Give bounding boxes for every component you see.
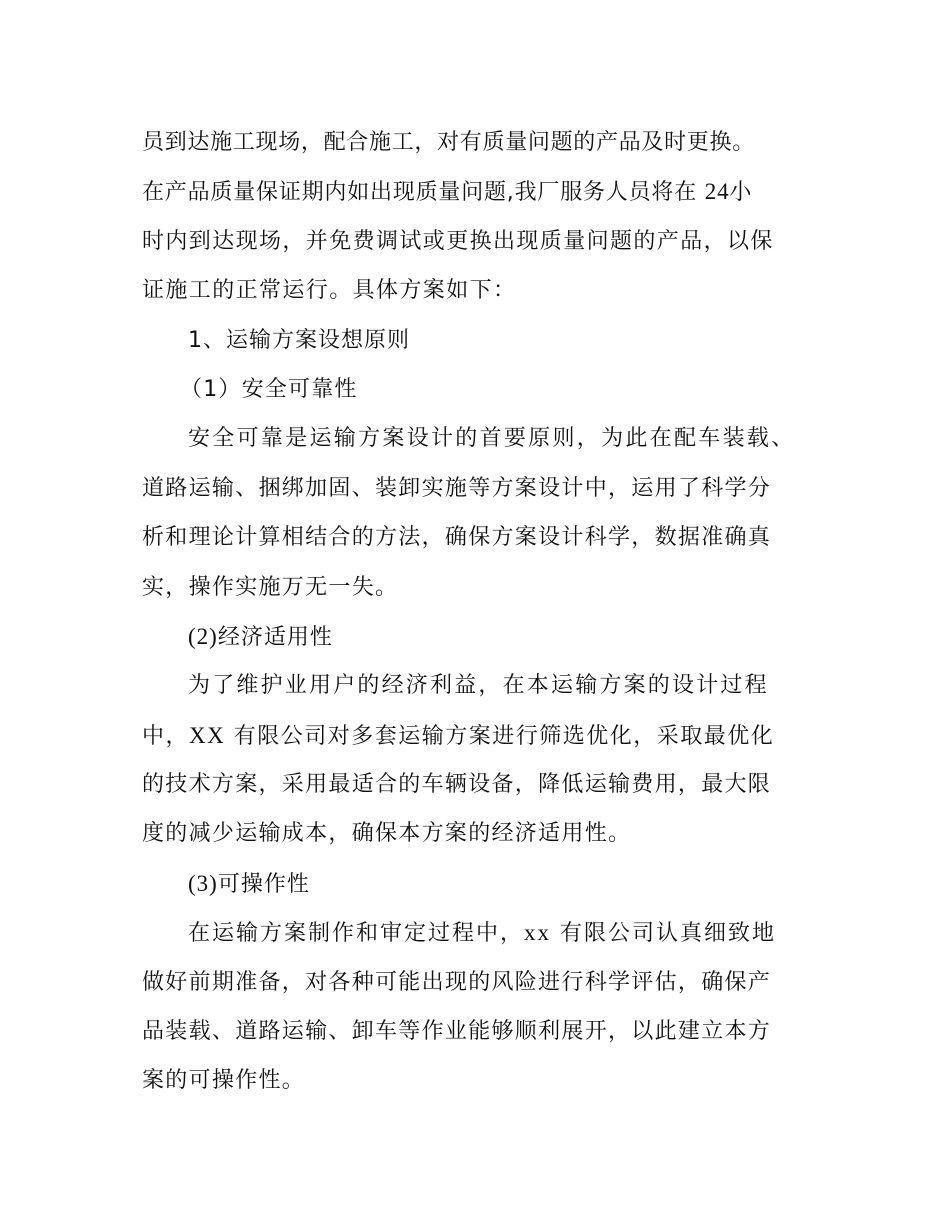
text-line: 在运输方案制作和审定过程中，xx 有限公司认真细致地 (188, 920, 777, 947)
text-line: 做好前期准备，对各种可能出现的风险进行科学评估，确保产 (142, 969, 772, 995)
document-body (142, 118, 810, 1106)
text-line: 在产品质量保证期内如出现质量问题,我厂服务人员将在 24小 (142, 179, 753, 206)
text-line: 道路运输、捆绑加固、装卸实施等方案设计中，运用了科学分 (142, 475, 772, 501)
subsection-heading: （1）安全可靠性 (180, 376, 358, 402)
text-line: 员到达施工现场，配合施工，对有质量问题的产品及时更换。 (142, 130, 755, 155)
subsection-heading: (3)可操作性 (188, 870, 310, 897)
text-line: 析和理论计算相结合的方法，确保方案设计科学，数据准确真 (142, 525, 772, 551)
text-line: 品装载、道路运输、卸车等作业能够顺利展开，以此建立本方 (142, 1019, 772, 1045)
text-line: 的技术方案，采用最适合的车辆设备，降低运输费用，最大限 (142, 772, 772, 798)
text-line: 为了维护业用户的经济利益，在本运输方案的设计过程 (188, 673, 769, 699)
text-line: 度的减少运输成本，确保本方案的经济适用性。 (142, 821, 632, 847)
text-line: 案的可操作性。 (142, 1068, 306, 1094)
section-heading: 1、运输方案设想原则 (188, 327, 410, 353)
text-line: 证施工的正常运行。具体方案如下： (142, 278, 517, 304)
text-line: 实，操作实施万无一失。 (142, 574, 399, 600)
text-line: 中，XX 有限公司对多套运输方案进行筛选优化，采取最优化 (142, 722, 775, 749)
subsection-heading: (2)经济适用性 (188, 623, 333, 650)
text-line: 时内到达现场，并免费调试或更换出现质量问题的产品，以保 (142, 228, 774, 254)
text-line: 安全可靠是运输方案设计的首要原则，为此在配车装载、 (188, 426, 796, 452)
